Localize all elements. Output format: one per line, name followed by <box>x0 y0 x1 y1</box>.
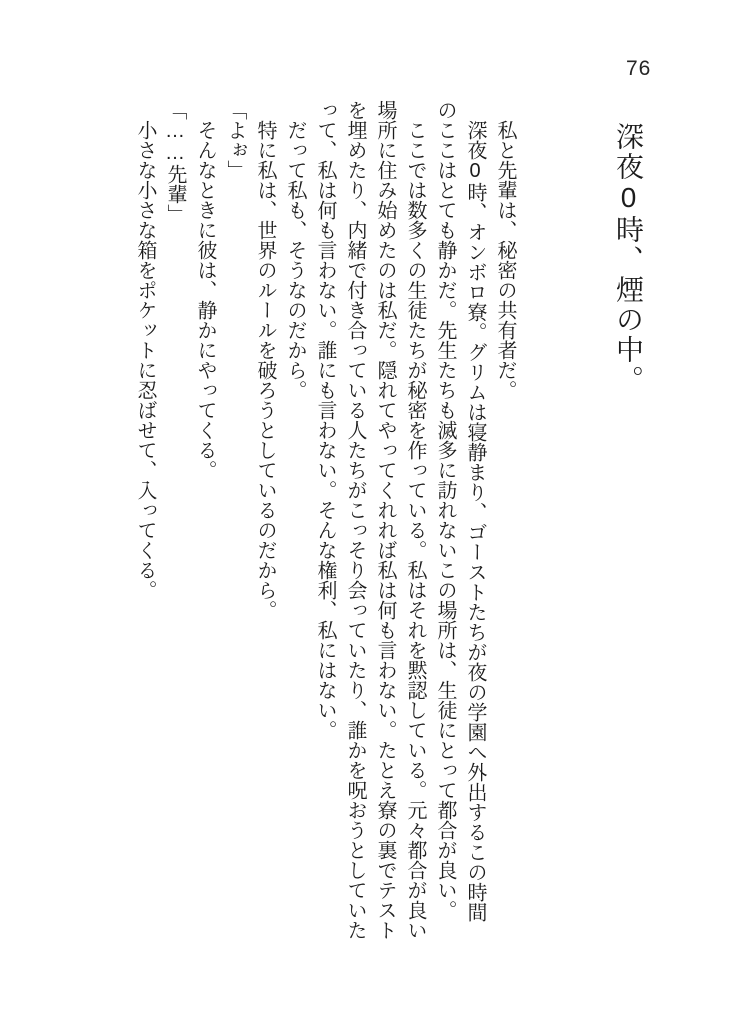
page-content <box>130 100 646 940</box>
body-paragraph: ここでは数多くの生徒たちが秘密を作っている。私はそれを黙認している。元々都合が良い場所に住み始めたのは私だ。隠れてやってくれれば私は何も言わない。たとえ寮の裏でテストを埋めたり、内緒で付き合っている人たちがこっそり会っていたり、誰かを呪おうとしていたって、私は何も言わない。誰にも言わない。そんな権利、私にはない。 <box>314 100 426 940</box>
body-paragraph-dialogue: 「……先輩」 <box>164 100 186 224</box>
body-text <box>130 100 520 940</box>
body-paragraph-dialogue: 「よぉ」 <box>224 100 246 180</box>
body-paragraph: だって私も、そうなのだから。 <box>284 120 306 400</box>
body-paragraph: 小さな小さな箱をポケットに忍ばせて、入ってくる。 <box>134 120 156 600</box>
body-paragraph: 特に私は、世界のルールを破ろうとしているのだから。 <box>254 120 276 620</box>
chapter-title: 深夜0時、煙の中。 <box>613 122 644 395</box>
body-paragraph: そんなときに彼は、静かにやってくる。 <box>194 120 216 480</box>
page-number: 76 <box>626 57 652 80</box>
body-paragraph: 私と先輩は、秘密の共有者だ。 <box>494 120 516 400</box>
body-paragraph: 深夜0時、オンボロ寮。グリムは寝静まり、ゴーストたちが夜の学園へ外出するこの時間のここはとても静かだ。先生たちも滅多に訪れないこの場所は、生徒にとって都合が良い。 <box>434 100 486 922</box>
